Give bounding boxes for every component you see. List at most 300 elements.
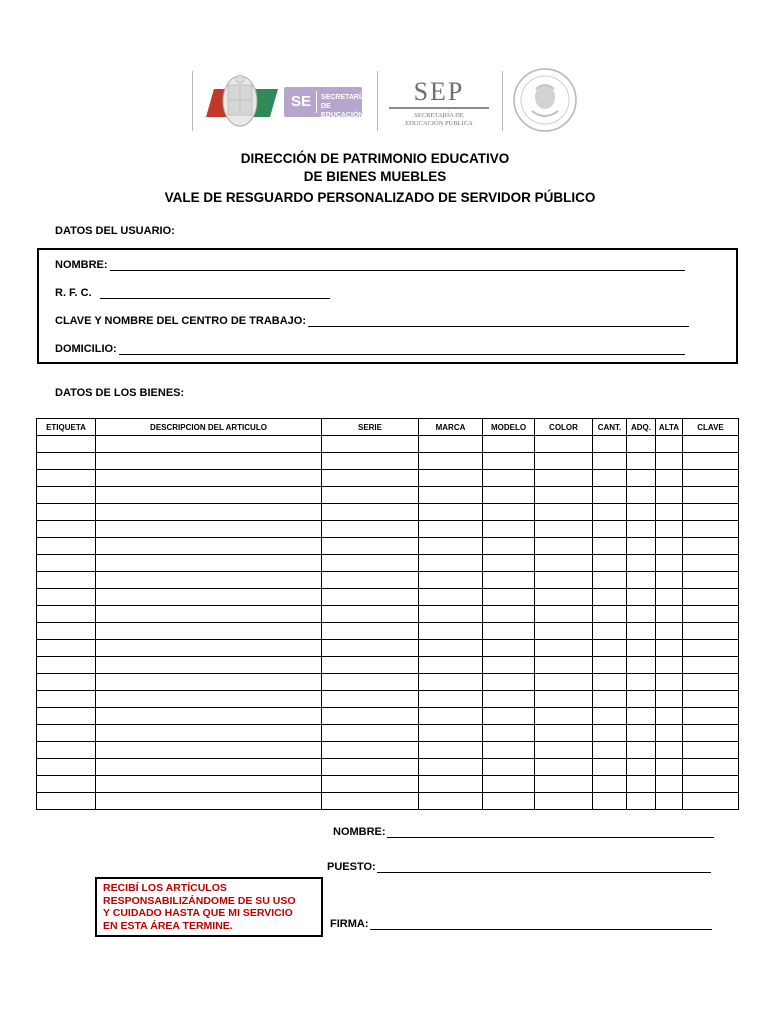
table-cell[interactable]	[37, 674, 96, 691]
table-cell[interactable]	[483, 657, 535, 674]
table-row	[37, 487, 739, 504]
user-name-field[interactable]	[55, 259, 685, 271]
table-cell[interactable]	[483, 725, 535, 742]
table-cell[interactable]	[322, 708, 419, 725]
table-cell[interactable]	[627, 436, 656, 453]
table-cell[interactable]	[535, 742, 593, 759]
table-cell[interactable]	[683, 470, 739, 487]
table-cell[interactable]	[627, 776, 656, 793]
table-cell[interactable]	[656, 555, 683, 572]
workplace-field[interactable]	[55, 315, 689, 327]
table-cell[interactable]	[37, 742, 96, 759]
column-header-alta: ALTA	[656, 419, 683, 436]
receipt-acknowledgement-note	[95, 877, 323, 937]
table-cell[interactable]	[37, 555, 96, 572]
sep-logo	[384, 79, 494, 135]
table-cell[interactable]	[627, 623, 656, 640]
table-cell[interactable]	[483, 521, 535, 538]
table-cell[interactable]	[656, 708, 683, 725]
table-cell[interactable]	[535, 487, 593, 504]
table-cell[interactable]	[322, 538, 419, 555]
table-cell[interactable]	[37, 487, 96, 504]
table-cell[interactable]	[683, 725, 739, 742]
table-cell[interactable]	[96, 521, 322, 538]
table-cell[interactable]	[535, 521, 593, 538]
table-cell[interactable]	[535, 555, 593, 572]
table-cell[interactable]	[483, 538, 535, 555]
table-cell[interactable]	[96, 470, 322, 487]
table-row	[37, 538, 739, 555]
receipt-note-line2: RESPONSABILIZÁNDOME DE SU USO	[103, 894, 296, 907]
table-cell[interactable]	[593, 793, 627, 810]
table-cell[interactable]	[656, 776, 683, 793]
table-cell[interactable]	[37, 776, 96, 793]
table-cell[interactable]	[656, 470, 683, 487]
address-field[interactable]	[55, 343, 685, 355]
user-name-label: NOMBRE:	[55, 259, 108, 271]
table-cell[interactable]	[37, 691, 96, 708]
table-row	[37, 521, 739, 538]
table-cell[interactable]	[656, 640, 683, 657]
rfc-line[interactable]	[100, 288, 330, 299]
table-cell[interactable]	[593, 674, 627, 691]
table-cell[interactable]	[483, 742, 535, 759]
table-cell[interactable]	[37, 504, 96, 521]
table-cell[interactable]	[656, 623, 683, 640]
table-cell[interactable]	[683, 538, 739, 555]
table-cell[interactable]	[656, 793, 683, 810]
table-cell[interactable]	[37, 470, 96, 487]
table-row	[37, 708, 739, 725]
table-cell[interactable]	[656, 538, 683, 555]
sep-logo-name-line2: EDUCACIÓN PÚBLICA	[405, 120, 473, 127]
column-header-clave: CLAVE	[683, 419, 739, 436]
table-cell[interactable]	[37, 606, 96, 623]
table-cell[interactable]	[322, 623, 419, 640]
table-cell[interactable]	[37, 453, 96, 470]
table-cell[interactable]	[419, 776, 483, 793]
table-cell[interactable]	[535, 572, 593, 589]
sep-logo-name	[384, 112, 494, 128]
table-cell[interactable]	[683, 572, 739, 589]
table-cell[interactable]	[656, 691, 683, 708]
table-cell[interactable]	[419, 759, 483, 776]
table-cell[interactable]	[419, 589, 483, 606]
table-cell[interactable]	[535, 793, 593, 810]
table-cell[interactable]	[627, 742, 656, 759]
table-cell[interactable]	[593, 436, 627, 453]
rfc-label: R. F. C.	[55, 287, 92, 299]
table-cell[interactable]	[419, 504, 483, 521]
table-cell[interactable]	[535, 674, 593, 691]
table-row	[37, 759, 739, 776]
table-row	[37, 453, 739, 470]
table-cell[interactable]	[322, 759, 419, 776]
sep-logo-abbr: SEP	[413, 77, 465, 106]
table-cell[interactable]	[419, 521, 483, 538]
receipt-note-line3: Y CUIDADO HASTA QUE MI SERVICIO	[103, 907, 293, 919]
table-cell[interactable]	[96, 436, 322, 453]
table-cell[interactable]	[593, 623, 627, 640]
table-cell[interactable]	[535, 691, 593, 708]
table-cell[interactable]	[37, 657, 96, 674]
table-cell[interactable]	[419, 470, 483, 487]
state-coat-of-arms-logo	[200, 71, 280, 131]
table-cell[interactable]	[656, 759, 683, 776]
table-cell[interactable]	[627, 708, 656, 725]
table-cell[interactable]	[593, 725, 627, 742]
user-name-line[interactable]	[110, 260, 685, 271]
table-cell[interactable]	[683, 606, 739, 623]
table-cell[interactable]	[483, 640, 535, 657]
table-cell[interactable]	[96, 708, 322, 725]
table-cell[interactable]	[683, 521, 739, 538]
column-header-adquisicion: ADQ.	[627, 419, 656, 436]
table-row	[37, 572, 739, 589]
signer-name-field[interactable]	[333, 826, 714, 838]
table-cell[interactable]	[656, 521, 683, 538]
se-logo	[284, 87, 366, 119]
table-cell[interactable]	[322, 674, 419, 691]
signature-label: FIRMA:	[330, 918, 369, 930]
table-cell[interactable]	[656, 657, 683, 674]
table-cell[interactable]	[656, 606, 683, 623]
table-cell[interactable]	[535, 623, 593, 640]
table-cell[interactable]	[419, 453, 483, 470]
table-cell[interactable]	[96, 589, 322, 606]
table-cell[interactable]	[535, 436, 593, 453]
table-cell[interactable]	[483, 759, 535, 776]
table-cell[interactable]	[593, 640, 627, 657]
table-cell[interactable]	[483, 606, 535, 623]
table-cell[interactable]	[627, 691, 656, 708]
table-cell[interactable]	[96, 793, 322, 810]
table-cell[interactable]	[37, 759, 96, 776]
se-logo-divider	[316, 91, 317, 113]
table-cell[interactable]	[683, 708, 739, 725]
table-cell[interactable]	[683, 589, 739, 606]
goods-section-label: DATOS DE LOS BIENES:	[55, 387, 185, 399]
table-cell[interactable]	[593, 487, 627, 504]
table-cell[interactable]	[593, 521, 627, 538]
table-cell[interactable]	[419, 742, 483, 759]
table-cell[interactable]	[683, 436, 739, 453]
table-cell[interactable]	[683, 453, 739, 470]
table-row	[37, 504, 739, 521]
table-cell[interactable]	[37, 589, 96, 606]
table-cell[interactable]	[683, 487, 739, 504]
signer-position-label: PUESTO:	[327, 861, 376, 873]
signer-position-field[interactable]	[327, 861, 711, 873]
table-cell[interactable]	[535, 504, 593, 521]
table-cell[interactable]	[419, 555, 483, 572]
table-cell[interactable]	[593, 657, 627, 674]
se-logo-abbr: SE	[291, 93, 312, 110]
column-header-descripcion: DESCRIPCION DEL ARTICULO	[96, 419, 322, 436]
table-cell[interactable]	[627, 657, 656, 674]
table-cell[interactable]	[322, 555, 419, 572]
table-row	[37, 606, 739, 623]
table-cell[interactable]	[322, 640, 419, 657]
table-cell[interactable]	[322, 606, 419, 623]
column-header-modelo: MODELO	[483, 419, 535, 436]
table-cell[interactable]	[96, 657, 322, 674]
table-cell[interactable]	[627, 470, 656, 487]
table-cell[interactable]	[483, 470, 535, 487]
table-cell[interactable]	[322, 691, 419, 708]
table-cell[interactable]	[96, 725, 322, 742]
table-cell[interactable]	[593, 776, 627, 793]
table-cell[interactable]	[419, 436, 483, 453]
table-row	[37, 776, 739, 793]
table-cell[interactable]	[483, 453, 535, 470]
signature-line[interactable]	[370, 919, 712, 930]
table-cell[interactable]	[96, 691, 322, 708]
table-cell[interactable]	[535, 759, 593, 776]
address-line[interactable]	[119, 344, 685, 355]
signer-position-line[interactable]	[377, 862, 711, 873]
table-cell[interactable]	[593, 572, 627, 589]
table-cell[interactable]	[96, 572, 322, 589]
table-cell[interactable]	[483, 623, 535, 640]
table-cell[interactable]	[483, 793, 535, 810]
table-row	[37, 657, 739, 674]
table-cell[interactable]	[37, 436, 96, 453]
table-cell[interactable]	[593, 691, 627, 708]
table-cell[interactable]	[483, 436, 535, 453]
table-cell[interactable]	[535, 589, 593, 606]
sep-logo-name-line1: SECRETARÍA DE	[414, 112, 464, 119]
table-cell[interactable]	[627, 759, 656, 776]
table-cell[interactable]	[683, 759, 739, 776]
logo-bar	[192, 67, 580, 135]
table-cell[interactable]	[96, 776, 322, 793]
table-row	[37, 793, 739, 810]
sep-logo-rule	[389, 107, 489, 109]
table-cell[interactable]	[627, 725, 656, 742]
table-cell[interactable]	[683, 742, 739, 759]
table-cell[interactable]	[683, 623, 739, 640]
workplace-line[interactable]	[308, 316, 689, 327]
table-cell[interactable]	[535, 708, 593, 725]
table-row	[37, 640, 739, 657]
table-cell[interactable]	[483, 572, 535, 589]
table-cell[interactable]	[683, 657, 739, 674]
table-cell[interactable]	[593, 504, 627, 521]
goods-table	[36, 418, 739, 810]
table-cell[interactable]	[419, 572, 483, 589]
table-cell[interactable]	[483, 589, 535, 606]
table-cell[interactable]	[535, 538, 593, 555]
receipt-note-line4: EN ESTA ÁREA TERMINE.	[103, 919, 233, 932]
table-cell[interactable]	[96, 674, 322, 691]
table-cell[interactable]	[419, 657, 483, 674]
table-cell[interactable]	[656, 589, 683, 606]
table-cell[interactable]	[322, 453, 419, 470]
table-cell[interactable]	[593, 538, 627, 555]
table-cell[interactable]	[683, 640, 739, 657]
table-cell[interactable]	[322, 572, 419, 589]
table-cell[interactable]	[96, 742, 322, 759]
column-header-serie: SERIE	[322, 419, 419, 436]
table-cell[interactable]	[37, 793, 96, 810]
logo-divider	[192, 71, 193, 131]
table-cell[interactable]	[322, 657, 419, 674]
table-cell[interactable]	[96, 504, 322, 521]
table-cell[interactable]	[96, 487, 322, 504]
se-logo-name-line1: SECRETARÍA	[321, 94, 366, 101]
table-cell[interactable]	[656, 487, 683, 504]
table-cell[interactable]	[322, 504, 419, 521]
table-cell[interactable]	[593, 589, 627, 606]
table-row	[37, 674, 739, 691]
signature-field[interactable]	[330, 918, 712, 930]
table-cell[interactable]	[627, 589, 656, 606]
table-cell[interactable]	[627, 487, 656, 504]
table-cell[interactable]	[322, 725, 419, 742]
table-cell[interactable]	[322, 742, 419, 759]
table-cell[interactable]	[419, 708, 483, 725]
table-cell[interactable]	[483, 691, 535, 708]
table-cell[interactable]	[96, 453, 322, 470]
table-row	[37, 436, 739, 453]
table-cell[interactable]	[627, 555, 656, 572]
table-cell[interactable]	[683, 793, 739, 810]
goods-table-body	[37, 436, 739, 810]
table-cell[interactable]	[322, 521, 419, 538]
table-cell[interactable]	[419, 606, 483, 623]
table-cell[interactable]	[656, 572, 683, 589]
table-cell[interactable]	[656, 725, 683, 742]
table-cell[interactable]	[683, 504, 739, 521]
table-cell[interactable]	[656, 674, 683, 691]
workplace-label: CLAVE Y NOMBRE DEL CENTRO DE TRABAJO:	[55, 315, 306, 327]
table-cell[interactable]	[627, 504, 656, 521]
table-cell[interactable]	[419, 725, 483, 742]
table-row	[37, 470, 739, 487]
table-cell[interactable]	[37, 538, 96, 555]
table-cell[interactable]	[483, 504, 535, 521]
table-cell[interactable]	[419, 623, 483, 640]
table-row	[37, 725, 739, 742]
column-header-cantidad: CANT.	[593, 419, 627, 436]
mexico-seal-logo	[512, 67, 578, 133]
table-cell[interactable]	[483, 555, 535, 572]
table-row	[37, 742, 739, 759]
table-cell[interactable]	[419, 793, 483, 810]
table-cell[interactable]	[627, 640, 656, 657]
table-cell[interactable]	[627, 538, 656, 555]
table-cell[interactable]	[535, 453, 593, 470]
table-cell[interactable]	[419, 691, 483, 708]
table-cell[interactable]	[37, 640, 96, 657]
table-row	[37, 555, 739, 572]
table-cell[interactable]	[627, 572, 656, 589]
table-cell[interactable]	[322, 589, 419, 606]
user-section-label: DATOS DEL USUARIO:	[55, 225, 175, 237]
table-cell[interactable]	[96, 538, 322, 555]
user-data-box	[37, 248, 738, 364]
document-title: DIRECCIÓN DE PATRIMONIO EDUCATIVO	[240, 151, 510, 166]
table-cell[interactable]	[96, 759, 322, 776]
table-cell[interactable]	[535, 606, 593, 623]
table-cell[interactable]	[535, 725, 593, 742]
table-cell[interactable]	[483, 674, 535, 691]
table-cell[interactable]	[593, 606, 627, 623]
table-cell[interactable]	[322, 793, 419, 810]
table-cell[interactable]	[419, 674, 483, 691]
table-cell[interactable]	[683, 555, 739, 572]
table-cell[interactable]	[96, 555, 322, 572]
table-cell[interactable]	[483, 487, 535, 504]
table-header-row	[37, 419, 739, 436]
table-row	[37, 623, 739, 640]
se-logo-name	[321, 93, 366, 120]
table-cell[interactable]	[683, 674, 739, 691]
table-cell[interactable]	[37, 521, 96, 538]
table-cell[interactable]	[627, 674, 656, 691]
table-cell[interactable]	[656, 742, 683, 759]
table-cell[interactable]	[683, 691, 739, 708]
table-cell[interactable]	[593, 759, 627, 776]
table-cell[interactable]	[419, 487, 483, 504]
document-title-line2: DE BIENES MUEBLES	[303, 169, 447, 184]
receipt-note-line1: RECIBÍ LOS ARTÍCULOS	[103, 882, 227, 894]
table-cell[interactable]	[535, 470, 593, 487]
table-cell[interactable]	[96, 606, 322, 623]
table-cell[interactable]	[322, 436, 419, 453]
table-cell[interactable]	[656, 453, 683, 470]
table-cell[interactable]	[322, 470, 419, 487]
table-cell[interactable]	[322, 487, 419, 504]
table-cell[interactable]	[593, 453, 627, 470]
table-cell[interactable]	[656, 436, 683, 453]
address-label: DOMICILIO:	[55, 343, 117, 355]
table-cell[interactable]	[483, 776, 535, 793]
table-cell[interactable]	[627, 793, 656, 810]
table-cell[interactable]	[627, 453, 656, 470]
table-cell[interactable]	[593, 555, 627, 572]
table-cell[interactable]	[37, 572, 96, 589]
table-cell[interactable]	[593, 708, 627, 725]
column-header-etiqueta: ETIQUETA	[37, 419, 96, 436]
table-cell[interactable]	[656, 504, 683, 521]
signer-name-label: NOMBRE:	[333, 826, 386, 838]
table-cell[interactable]	[96, 640, 322, 657]
table-cell[interactable]	[37, 725, 96, 742]
table-cell[interactable]	[627, 606, 656, 623]
table-cell[interactable]	[96, 623, 322, 640]
logo-divider	[377, 71, 378, 131]
table-cell[interactable]	[37, 708, 96, 725]
table-cell[interactable]	[683, 776, 739, 793]
table-cell[interactable]	[535, 776, 593, 793]
table-cell[interactable]	[627, 521, 656, 538]
table-cell[interactable]	[593, 470, 627, 487]
table-cell[interactable]	[593, 742, 627, 759]
table-row	[37, 589, 739, 606]
table-cell[interactable]	[483, 708, 535, 725]
rfc-field[interactable]	[55, 287, 330, 299]
table-cell[interactable]	[419, 538, 483, 555]
table-cell[interactable]	[535, 640, 593, 657]
table-cell[interactable]	[37, 623, 96, 640]
table-cell[interactable]	[535, 657, 593, 674]
table-cell[interactable]	[322, 776, 419, 793]
document-subtitle: VALE DE RESGUARDO PERSONALIZADO DE SERVIDOR PÚBLICO	[164, 190, 596, 205]
signer-name-line[interactable]	[387, 827, 714, 838]
table-cell[interactable]	[419, 640, 483, 657]
